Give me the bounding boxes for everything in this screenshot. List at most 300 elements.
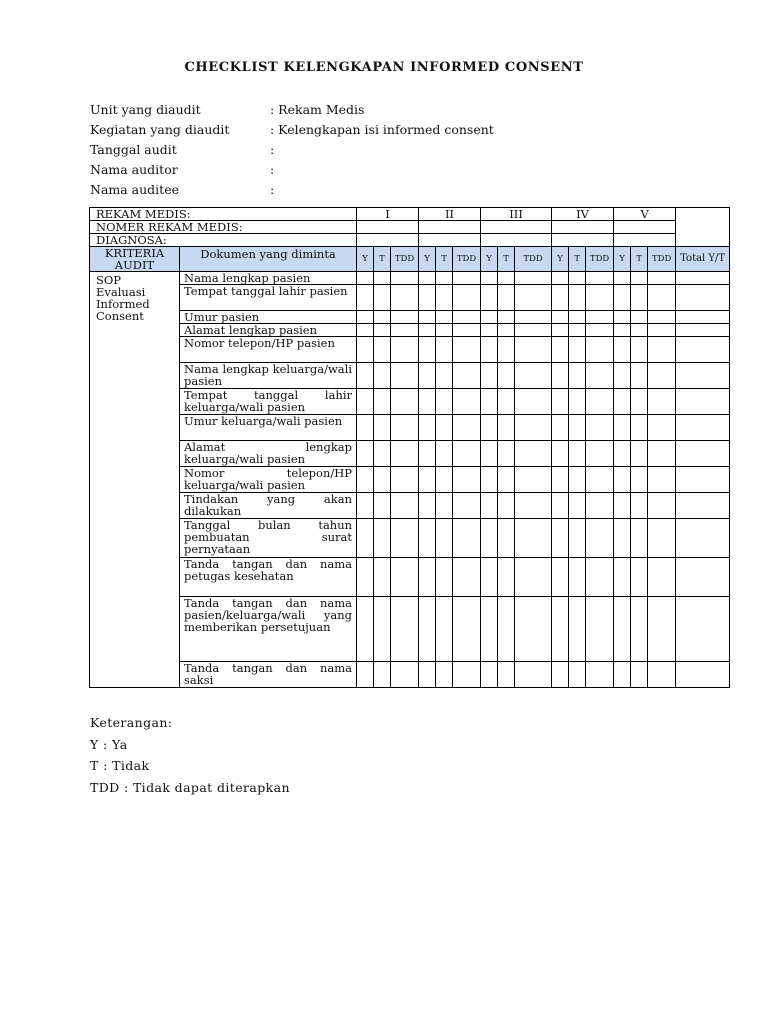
check-cell[interactable] <box>357 441 374 467</box>
check-cell[interactable] <box>357 324 374 337</box>
check-cell[interactable] <box>391 662 419 688</box>
check-cell[interactable] <box>515 662 552 688</box>
check-cell[interactable] <box>648 272 676 285</box>
check-cell[interactable] <box>498 324 515 337</box>
check-cell[interactable] <box>419 324 436 337</box>
check-cell[interactable] <box>631 285 648 311</box>
check-cell[interactable] <box>648 558 676 597</box>
check-cell[interactable] <box>552 441 569 467</box>
total-cell[interactable] <box>676 285 730 311</box>
check-cell[interactable] <box>631 441 648 467</box>
check-cell[interactable] <box>481 311 498 324</box>
check-cell[interactable] <box>614 285 631 311</box>
check-cell[interactable] <box>419 519 436 558</box>
check-cell[interactable] <box>648 493 676 519</box>
info-row-auditor <box>90 160 494 180</box>
check-cell[interactable] <box>631 662 648 688</box>
check-cell[interactable] <box>357 662 374 688</box>
check-cell[interactable] <box>586 441 614 467</box>
check-cell[interactable] <box>614 493 631 519</box>
info-row-tanggal <box>90 140 494 160</box>
check-cell[interactable] <box>453 558 481 597</box>
check-cell[interactable] <box>515 493 552 519</box>
check-cell[interactable] <box>498 363 515 389</box>
page-title: CHECKLIST KELENGKAPAN INFORMED CONSENT <box>184 60 584 75</box>
check-cell[interactable] <box>569 415 586 441</box>
check-cell[interactable] <box>419 662 436 688</box>
check-cell[interactable] <box>515 441 552 467</box>
check-cell[interactable] <box>391 558 419 597</box>
check-cell[interactable] <box>614 558 631 597</box>
check-cell[interactable] <box>391 324 419 337</box>
check-cell[interactable] <box>453 441 481 467</box>
sub-col-y: Y <box>614 247 631 272</box>
check-cell[interactable] <box>419 389 436 415</box>
check-cell[interactable] <box>419 441 436 467</box>
check-cell[interactable] <box>498 597 515 662</box>
info-value: : <box>270 162 275 177</box>
check-cell[interactable] <box>374 389 391 415</box>
check-cell[interactable] <box>357 558 374 597</box>
check-cell[interactable] <box>586 558 614 597</box>
check-cell[interactable] <box>357 337 374 363</box>
check-cell[interactable] <box>586 337 614 363</box>
check-cell[interactable] <box>391 597 419 662</box>
check-cell[interactable] <box>552 324 569 337</box>
check-cell[interactable] <box>515 415 552 441</box>
check-cell[interactable] <box>648 597 676 662</box>
check-cell[interactable] <box>481 662 498 688</box>
table-row <box>90 493 730 519</box>
check-cell[interactable] <box>419 597 436 662</box>
check-cell[interactable] <box>498 519 515 558</box>
total-cell[interactable] <box>676 389 730 415</box>
check-cell[interactable] <box>614 662 631 688</box>
check-cell[interactable] <box>631 272 648 285</box>
check-cell[interactable] <box>357 285 374 311</box>
keterangan-item: Y : Ya <box>90 736 128 752</box>
check-cell[interactable] <box>391 363 419 389</box>
check-cell[interactable] <box>552 467 569 493</box>
check-cell[interactable] <box>569 363 586 389</box>
check-cell[interactable] <box>419 493 436 519</box>
check-cell[interactable] <box>436 415 453 441</box>
check-cell[interactable] <box>631 363 648 389</box>
check-cell[interactable] <box>481 285 498 311</box>
sub-col-tdd: TDD <box>391 247 419 272</box>
sub-col-y: Y <box>552 247 569 272</box>
check-cell[interactable] <box>569 285 586 311</box>
check-cell[interactable] <box>631 558 648 597</box>
check-cell[interactable] <box>481 493 498 519</box>
check-cell[interactable] <box>357 519 374 558</box>
check-cell[interactable] <box>586 363 614 389</box>
check-cell[interactable] <box>391 493 419 519</box>
kriteria-header: KRITERIA AUDIT <box>90 247 180 272</box>
check-cell[interactable] <box>552 415 569 441</box>
document-item: Tempat tanggal lahir pasien <box>180 285 357 311</box>
check-cell[interactable] <box>498 558 515 597</box>
check-cell[interactable] <box>631 519 648 558</box>
check-cell[interactable] <box>552 493 569 519</box>
check-cell[interactable] <box>436 324 453 337</box>
check-cell[interactable] <box>481 441 498 467</box>
check-cell[interactable] <box>631 467 648 493</box>
info-value: : Rekam Medis <box>270 102 365 117</box>
check-cell[interactable] <box>374 558 391 597</box>
check-cell[interactable] <box>515 337 552 363</box>
check-cell[interactable] <box>357 272 374 285</box>
check-cell[interactable] <box>586 493 614 519</box>
check-cell[interactable] <box>552 311 569 324</box>
check-cell[interactable] <box>481 415 498 441</box>
check-cell[interactable] <box>391 519 419 558</box>
check-cell[interactable] <box>391 272 419 285</box>
check-cell[interactable] <box>436 493 453 519</box>
check-cell[interactable] <box>374 363 391 389</box>
info-label: Nama auditor <box>90 162 178 177</box>
check-cell[interactable] <box>515 285 552 311</box>
check-cell[interactable] <box>374 441 391 467</box>
check-cell[interactable] <box>552 285 569 311</box>
check-cell[interactable] <box>614 389 631 415</box>
total-cell[interactable] <box>676 467 730 493</box>
check-cell[interactable] <box>436 389 453 415</box>
dokumen-header: Dokumen yang diminta <box>180 247 357 272</box>
check-cell[interactable] <box>391 415 419 441</box>
check-cell[interactable] <box>552 662 569 688</box>
document-item: Tanda tangan dan nama saksi <box>180 662 357 688</box>
total-header: Total Y/T <box>676 247 730 272</box>
check-cell[interactable] <box>374 597 391 662</box>
check-cell[interactable] <box>436 441 453 467</box>
check-cell[interactable] <box>631 337 648 363</box>
check-cell[interactable] <box>453 493 481 519</box>
check-cell[interactable] <box>374 493 391 519</box>
check-cell[interactable] <box>436 467 453 493</box>
check-cell[interactable] <box>374 311 391 324</box>
check-cell[interactable] <box>569 597 586 662</box>
table-row <box>90 311 730 324</box>
check-cell[interactable] <box>481 467 498 493</box>
check-cell[interactable] <box>357 467 374 493</box>
sub-col-y: Y <box>357 247 374 272</box>
total-cell[interactable] <box>676 441 730 467</box>
check-cell[interactable] <box>453 324 481 337</box>
check-cell[interactable] <box>648 467 676 493</box>
check-cell[interactable] <box>648 285 676 311</box>
check-cell[interactable] <box>515 519 552 558</box>
sub-col-y: Y <box>419 247 436 272</box>
rekam-medis-label: REKAM MEDIS: <box>90 208 357 221</box>
check-cell[interactable] <box>436 285 453 311</box>
document-item: Tempat tanggal lahir keluarga/wali pasien <box>180 389 357 415</box>
check-cell[interactable] <box>586 467 614 493</box>
check-cell[interactable] <box>586 311 614 324</box>
sub-col-t: T <box>569 247 586 272</box>
check-cell[interactable] <box>515 558 552 597</box>
check-cell[interactable] <box>648 662 676 688</box>
info-label: Nama auditee <box>90 182 179 197</box>
info-row-unit <box>90 100 494 120</box>
check-cell[interactable] <box>436 662 453 688</box>
check-cell[interactable] <box>357 493 374 519</box>
table-row <box>90 467 730 493</box>
kriteria-cell: SOP Evaluasi Informed Consent <box>90 272 180 688</box>
total-cell[interactable] <box>676 519 730 558</box>
check-cell[interactable] <box>614 597 631 662</box>
table-row <box>90 441 730 467</box>
check-cell[interactable] <box>648 441 676 467</box>
check-cell[interactable] <box>498 272 515 285</box>
check-cell[interactable] <box>453 272 481 285</box>
keterangan-item: TDD : Tidak dapat diterapkan <box>90 779 290 795</box>
document-item: Umur keluarga/wali pasien <box>180 415 357 441</box>
check-cell[interactable] <box>515 272 552 285</box>
check-cell[interactable] <box>586 389 614 415</box>
check-cell[interactable] <box>648 389 676 415</box>
check-cell[interactable] <box>631 415 648 441</box>
check-cell[interactable] <box>569 324 586 337</box>
check-cell[interactable] <box>614 363 631 389</box>
document-item: Nama lengkap keluarga/wali pasien <box>180 363 357 389</box>
keterangan <box>90 712 290 798</box>
check-cell[interactable] <box>631 493 648 519</box>
check-cell[interactable] <box>569 441 586 467</box>
check-cell[interactable] <box>357 597 374 662</box>
check-cell[interactable] <box>569 493 586 519</box>
total-cell[interactable] <box>676 415 730 441</box>
check-cell[interactable] <box>515 324 552 337</box>
check-cell[interactable] <box>419 558 436 597</box>
check-cell[interactable] <box>648 311 676 324</box>
check-cell[interactable] <box>436 597 453 662</box>
group-header: III <box>481 208 552 221</box>
check-cell[interactable] <box>498 389 515 415</box>
sub-col-t: T <box>436 247 453 272</box>
check-cell[interactable] <box>515 389 552 415</box>
check-cell[interactable] <box>391 285 419 311</box>
check-cell[interactable] <box>436 337 453 363</box>
check-cell[interactable] <box>648 337 676 363</box>
check-cell[interactable] <box>631 389 648 415</box>
check-cell[interactable] <box>357 311 374 324</box>
check-cell[interactable] <box>631 597 648 662</box>
check-cell[interactable] <box>374 519 391 558</box>
check-cell[interactable] <box>374 285 391 311</box>
check-cell[interactable] <box>586 324 614 337</box>
check-cell[interactable] <box>586 597 614 662</box>
check-cell[interactable] <box>391 467 419 493</box>
check-cell[interactable] <box>419 467 436 493</box>
check-cell[interactable] <box>569 558 586 597</box>
document-item: Tanda tangan dan nama pasien/keluarga/wali yang memberikan persetujuan <box>180 597 357 662</box>
check-cell[interactable] <box>498 285 515 311</box>
table-row <box>90 519 730 558</box>
table-row <box>90 415 730 441</box>
document-item: Nama lengkap pasien <box>180 272 357 285</box>
total-cell[interactable] <box>676 558 730 597</box>
check-cell[interactable] <box>453 467 481 493</box>
check-cell[interactable] <box>498 337 515 363</box>
check-cell[interactable] <box>569 337 586 363</box>
check-cell[interactable] <box>614 272 631 285</box>
check-cell[interactable] <box>586 519 614 558</box>
table-row <box>90 337 730 363</box>
check-cell[interactable] <box>552 558 569 597</box>
check-cell[interactable] <box>586 272 614 285</box>
check-cell[interactable] <box>453 389 481 415</box>
check-cell[interactable] <box>391 441 419 467</box>
check-cell[interactable] <box>374 272 391 285</box>
check-cell[interactable] <box>648 324 676 337</box>
check-cell[interactable] <box>515 311 552 324</box>
check-cell[interactable] <box>481 519 498 558</box>
check-cell[interactable] <box>436 363 453 389</box>
total-blank-cell <box>676 208 730 247</box>
group-header: II <box>419 208 481 221</box>
check-cell[interactable] <box>498 441 515 467</box>
total-cell[interactable] <box>676 363 730 389</box>
info-label: Kegiatan yang diaudit <box>90 122 230 137</box>
check-cell[interactable] <box>614 415 631 441</box>
check-cell[interactable] <box>453 519 481 558</box>
check-cell[interactable] <box>552 272 569 285</box>
check-cell[interactable] <box>419 363 436 389</box>
check-cell[interactable] <box>586 285 614 311</box>
check-cell[interactable] <box>586 415 614 441</box>
check-cell[interactable] <box>453 662 481 688</box>
check-cell[interactable] <box>453 285 481 311</box>
check-cell[interactable] <box>419 285 436 311</box>
sub-col-tdd: TDD <box>515 247 552 272</box>
table-row <box>90 558 730 597</box>
check-cell[interactable] <box>552 337 569 363</box>
info-row-kegiatan <box>90 120 494 140</box>
table-row <box>90 363 730 389</box>
check-cell[interactable] <box>453 311 481 324</box>
sub-col-t: T <box>631 247 648 272</box>
check-cell[interactable] <box>515 467 552 493</box>
check-cell[interactable] <box>614 324 631 337</box>
check-cell[interactable] <box>648 363 676 389</box>
check-cell[interactable] <box>453 597 481 662</box>
table-row <box>90 324 730 337</box>
info-value: : <box>270 182 275 197</box>
check-cell[interactable] <box>614 467 631 493</box>
check-cell[interactable] <box>498 415 515 441</box>
check-cell[interactable] <box>481 363 498 389</box>
check-cell[interactable] <box>648 415 676 441</box>
check-cell[interactable] <box>569 389 586 415</box>
check-cell[interactable] <box>391 337 419 363</box>
document-item: Tanda tangan dan nama petugas kesehatan <box>180 558 357 597</box>
check-cell[interactable] <box>436 272 453 285</box>
total-cell[interactable] <box>676 597 730 662</box>
check-cell[interactable] <box>391 389 419 415</box>
total-cell[interactable] <box>676 324 730 337</box>
check-cell[interactable] <box>631 324 648 337</box>
check-cell[interactable] <box>552 389 569 415</box>
check-cell[interactable] <box>498 311 515 324</box>
check-cell[interactable] <box>481 597 498 662</box>
check-cell[interactable] <box>374 324 391 337</box>
check-cell[interactable] <box>357 415 374 441</box>
check-cell[interactable] <box>648 519 676 558</box>
info-label: Unit yang diaudit <box>90 102 201 117</box>
check-cell[interactable] <box>453 363 481 389</box>
check-cell[interactable] <box>498 467 515 493</box>
check-cell[interactable] <box>391 311 419 324</box>
total-cell[interactable] <box>676 337 730 363</box>
check-cell[interactable] <box>453 337 481 363</box>
check-cell[interactable] <box>569 311 586 324</box>
check-cell[interactable] <box>481 558 498 597</box>
check-cell[interactable] <box>374 467 391 493</box>
check-cell[interactable] <box>515 363 552 389</box>
info-label: Tanggal audit <box>90 142 177 157</box>
info-value: : <box>270 142 275 157</box>
check-cell[interactable] <box>436 311 453 324</box>
check-cell[interactable] <box>552 597 569 662</box>
check-cell[interactable] <box>436 519 453 558</box>
check-cell[interactable] <box>569 662 586 688</box>
check-cell[interactable] <box>481 389 498 415</box>
check-cell[interactable] <box>569 467 586 493</box>
check-cell[interactable] <box>481 324 498 337</box>
document-item: Alamat lengkap pasien <box>180 324 357 337</box>
sub-col-t: T <box>498 247 515 272</box>
check-cell[interactable] <box>419 272 436 285</box>
check-cell[interactable] <box>453 415 481 441</box>
check-cell[interactable] <box>569 519 586 558</box>
check-cell[interactable] <box>552 519 569 558</box>
total-cell[interactable] <box>676 662 730 688</box>
sub-col-tdd: TDD <box>648 247 676 272</box>
check-cell[interactable] <box>498 662 515 688</box>
total-cell[interactable] <box>676 493 730 519</box>
check-cell[interactable] <box>357 363 374 389</box>
check-cell[interactable] <box>552 363 569 389</box>
check-cell[interactable] <box>614 441 631 467</box>
group-header: IV <box>552 208 614 221</box>
check-cell[interactable] <box>374 662 391 688</box>
document-item: Alamat lengkap keluarga/wali pasien <box>180 441 357 467</box>
check-cell[interactable] <box>569 272 586 285</box>
check-cell[interactable] <box>419 415 436 441</box>
total-cell[interactable] <box>676 272 730 285</box>
table-row <box>90 389 730 415</box>
check-cell[interactable] <box>481 337 498 363</box>
table-row <box>90 285 730 311</box>
check-cell[interactable] <box>419 311 436 324</box>
check-cell[interactable] <box>498 493 515 519</box>
check-cell[interactable] <box>374 415 391 441</box>
document-item: Tindakan yang akan dilakukan <box>180 493 357 519</box>
check-cell[interactable] <box>614 311 631 324</box>
check-cell[interactable] <box>357 389 374 415</box>
check-cell[interactable] <box>586 662 614 688</box>
check-cell[interactable] <box>614 519 631 558</box>
check-cell[interactable] <box>614 337 631 363</box>
check-cell[interactable] <box>515 597 552 662</box>
check-cell[interactable] <box>374 337 391 363</box>
check-cell[interactable] <box>419 337 436 363</box>
check-cell[interactable] <box>481 272 498 285</box>
check-cell[interactable] <box>436 558 453 597</box>
check-cell[interactable] <box>631 311 648 324</box>
total-cell[interactable] <box>676 311 730 324</box>
